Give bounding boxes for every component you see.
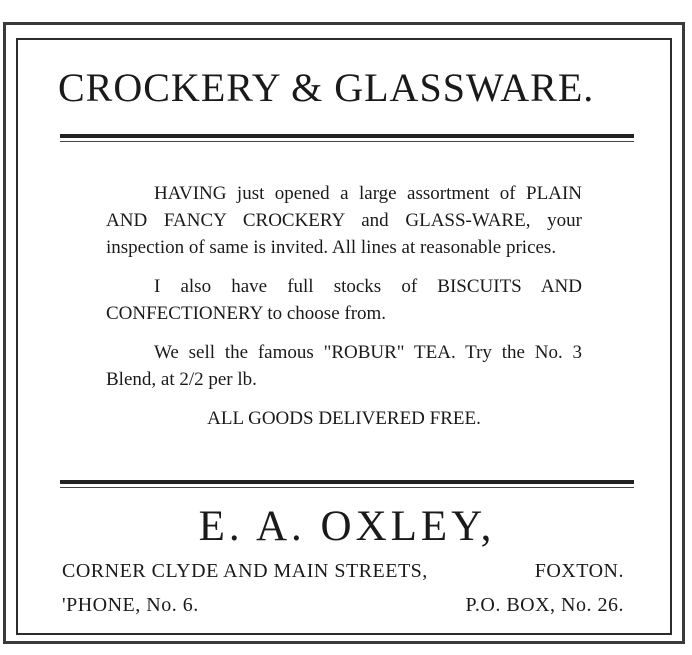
paragraph-biscuits: I also have full stocks of BISCUITS AND CONFECTIONERY to choose from. xyxy=(106,276,582,324)
contact-line xyxy=(62,594,624,617)
paragraph-delivery: ALL GOODS DELIVERED FREE. xyxy=(207,408,481,429)
address-line xyxy=(62,560,624,583)
ad-body xyxy=(106,180,582,444)
phone-number: 'PHONE, No. 6. xyxy=(62,594,199,616)
paragraph-tea: We sell the famous "ROBUR" TEA. Try the No. 3 Blend, at 2/2 per lb. xyxy=(106,342,582,390)
bottom-divider xyxy=(60,480,634,488)
paragraph-assortment: HAVING just opened a large assortment of PLAIN AND FANCY CROCKERY and GLASS-WARE, your inspection of same is invited. All lines at reasonable prices. xyxy=(106,183,582,258)
town-name: FOXTON. xyxy=(534,560,624,582)
po-box: P.O. BOX, No. 26. xyxy=(465,594,624,616)
top-divider xyxy=(60,134,634,142)
ad-heading: CROCKERY & GLASSWARE. xyxy=(58,65,595,110)
street-address: CORNER CLYDE AND MAIN STREETS, xyxy=(62,560,428,582)
merchant-name: E. A. OXLEY, xyxy=(198,503,496,550)
